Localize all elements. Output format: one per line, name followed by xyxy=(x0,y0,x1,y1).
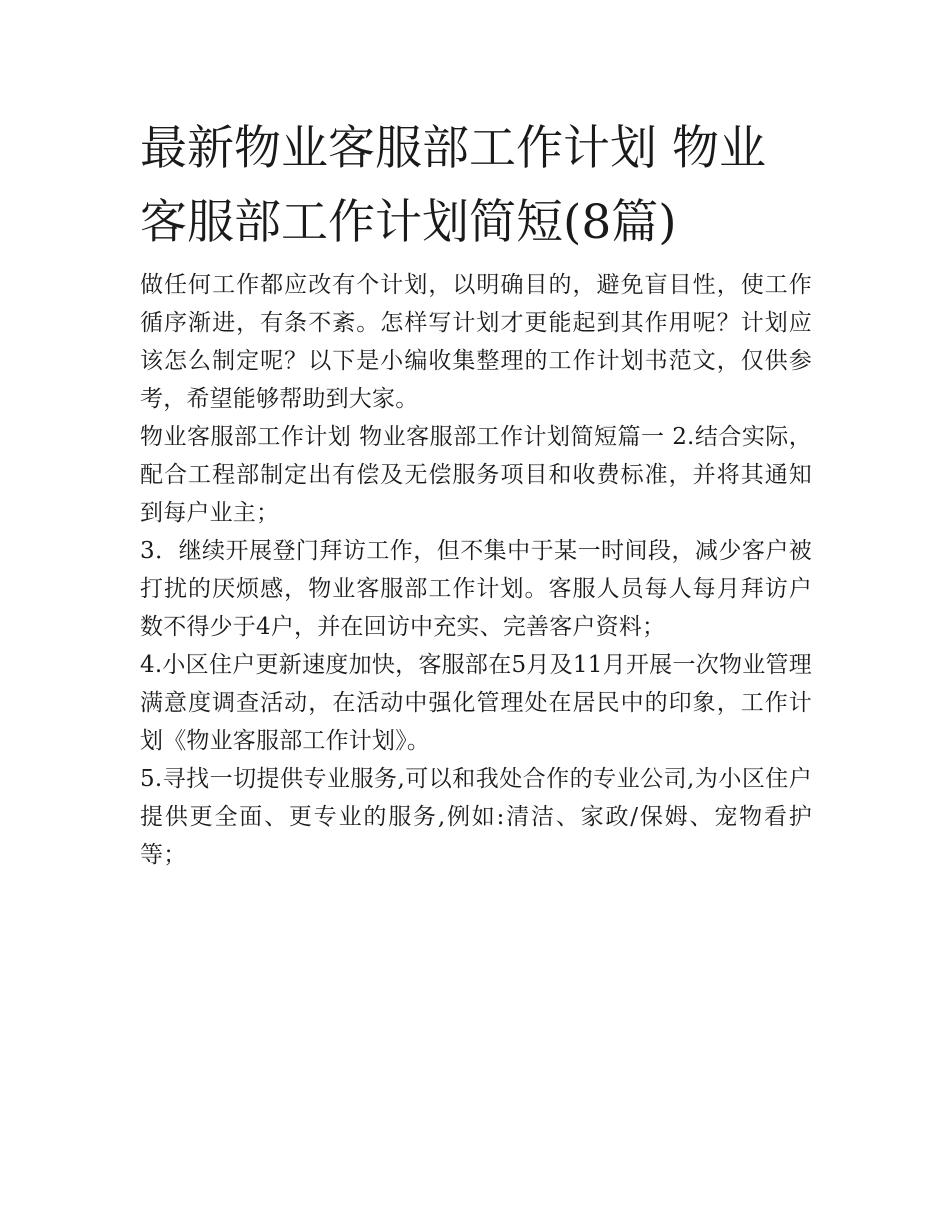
paragraph-item-5: 5.寻找一切提供专业服务,可以和我处合作的专业公司,为小区住户提供更全面、更专业的服务,例如:清洁、家政/保姆、宠物看护等； xyxy=(140,766,812,868)
paragraph-item-3: 3．继续开展登门拜访工作，但不集中于某一时间段，减少客户被打扰的厌烦感，物业客服部工作计划。客服人员每人每月拜访户数不得少于4户，并在回访中充实、完善客户资料； xyxy=(140,538,812,640)
document-body xyxy=(140,112,812,874)
document-title: 最新物业客服部工作计划 物业客服部工作计划简短(8篇) xyxy=(140,121,766,250)
paragraph-item-2: 物业客服部工作计划 物业客服部工作计划简短篇一 2.结合实际，配合工程部制定出有偿及无偿服务项目和收费标准，并将其通知到每户业主； xyxy=(140,424,812,526)
paragraph-item-4: 4.小区住户更新速度加快，客服部在5月及11月开展一次物业管理满意度调查活动，在活动中强化管理处在居民中的印象，工作计划《物业客服部工作计划》。 xyxy=(140,652,812,754)
intro-paragraph: 做任何工作都应改有个计划，以明确目的，避免盲目性，使工作循序渐进，有条不紊。怎样写计划才更能起到其作用呢？计划应该怎么制定呢？以下是小编收集整理的工作计划书范文，仅供参考，希望能够帮助到大家。 xyxy=(140,272,812,412)
